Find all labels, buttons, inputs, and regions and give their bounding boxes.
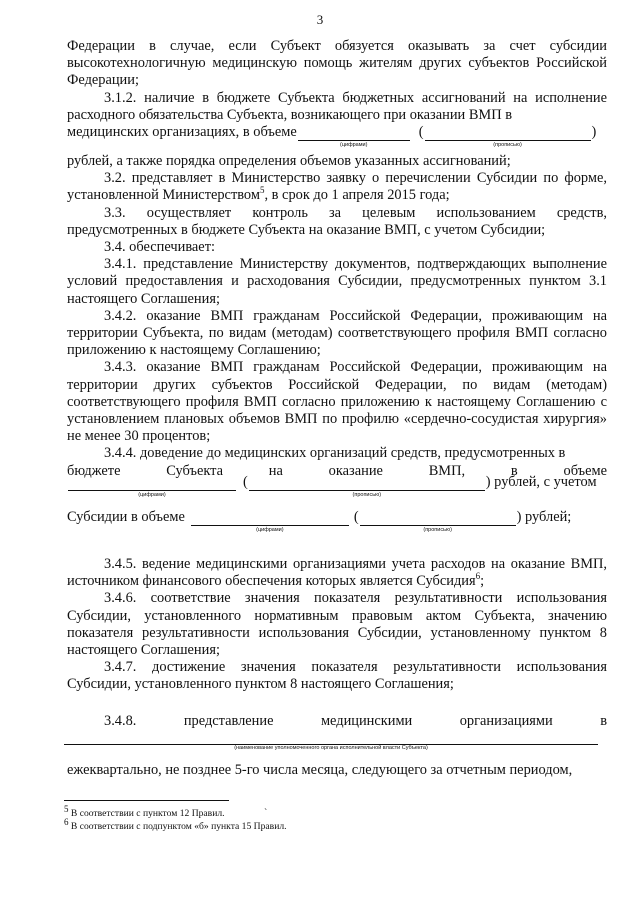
footnote-ref-5: 5 [259,185,265,196]
stray-mark: ` [264,808,268,819]
paragraph-3-4-7: 3.4.7. достижение значения показателя результативности использования Субсидии, установленного пунктом 8 настоящего Соглашения; [67,659,607,693]
paragraph-3-4-8-block [67,713,607,730]
footnote-5 [64,803,225,820]
body-block-last [67,762,607,779]
paragraph-3-4-2: 3.4.2. оказание ВМП гражданам Российской Федерации, проживающим на территории Субъекта, по видам (методам) соответствующего профиля ВМП согласно приложению к настоящему Соглашению; [67,307,607,359]
body-block-3 [67,556,607,694]
paragraph-3-4-4-budget: бюджете Субъекта на оказание ВМП, в объеме [67,462,607,479]
amount-label-3-1-2: медицинских организациях, в объеме [67,124,297,141]
caption-words-3: (прописью) [423,527,452,534]
paragraph-3-4-5-text: 3.4.5. ведение медицинскими организациями учета расходов на оказание ВМП, источником финансового обеспечения которых является Субсидия [67,556,607,590]
paragraph-rubles-3-1-2: рублей, а также порядка определения объемов указанных ассигнований; [67,153,511,169]
amount-line-3-4-4-a: (цифрами) ( (прописью) ) рублей, с учетом [67,474,607,491]
paragraph-3-1-2: 3.1.2. наличие в бюджете Субъекта бюджетных ассигнований на исполнение расходного обязательства Субъекта, возникающего при оказании ВМП в [67,89,607,123]
body-block-2 [67,153,607,480]
amount-rubles-with: ) рублей, с учетом [485,474,597,490]
caption-digits-3: (цифрами) [256,527,284,534]
subsidy-words-field [360,512,516,534]
amount-words-field [425,127,591,149]
caption-words: (прописью) [493,142,522,149]
caption-digits-2: (цифрами) [138,492,166,499]
amount-words-field-2 [249,477,485,499]
paragraph-3-4-6: 3.4.6. соответствие значения показателя результативности использования Субсидии, установленного нормативным правовым актом Субъекта, значению показателя результативности использования Субсидии, установленному пунктом 8 настоящего Соглашения; [67,590,607,659]
amount-line-3-1-2: медицинских организациях, в объеме (цифрами) ( (прописью) ) [67,124,597,149]
paragraph-3-4-8: 3.4.8. представление медицинскими организациями в [104,713,607,729]
paragraph-3-2-tail: , в срок до 1 апреля 2015 года; [264,187,450,204]
amount-digits-field-2 [68,477,236,499]
paragraph-federation: Федерации в случае, если Субъект обязуется оказывать за счет субсидии высокотехнологичную медицинскую помощь жителям других субъектов Российской Федерации; [67,38,607,89]
footnote-6-text: В соответствии с подпунктом «б» пункта 15 Правил. [68,821,287,832]
paragraph-quarterly: ежеквартально, не позднее 5-го числа месяца, следующего за отчетным периодом, [67,762,573,778]
amount-line-3-4-4-b: Субсидии в объеме (цифрами) ( (прописью) ) рублей; [67,509,572,534]
subsidy-amount-label: Субсидии в объеме [67,509,185,525]
paragraph-3-2 [67,170,607,204]
footnote-6 [64,816,287,833]
footnote-separator [64,800,229,801]
paragraph-3-4-1: 3.4.1. представление Министерству документов, подтверждающих выполнение условий предоставления и расходования Субсидии, предусмотренных пунктом 3.1 настоящего Соглашения; [67,256,607,307]
paragraph-3-4-5 [67,556,607,590]
subsidy-rubles: ) рублей; [516,509,572,525]
paragraph-3-4: 3.4. обеспечивает: [104,239,215,256]
page-number: 3 [316,12,324,27]
paragraph-3-4-4: 3.4.4. доведение до медицинских организаций средств, предусмотренных в [104,445,566,462]
caption-digits: (цифрами) [340,142,368,149]
footnote-5-number: 5 [64,803,69,814]
subsidy-digits-field [191,512,349,534]
footnote-6-number: 6 [64,816,69,827]
caption-words-2: (прописью) [352,492,382,499]
footnote-ref-6: 6 [475,571,481,582]
body-block-1 [67,38,607,149]
paragraph-3-4-3: 3.4.3. оказание ВМП гражданам Российской Федерации, проживающим на территории других субъектов Российской Федерации, по видам (методам) соответствующего профиля ВМП согласно приложению к настоящему Соглашению с установлением плановых объемов ВМП по профилю «сердечно-сосудистая хирургия» не менее 30 процентов; [67,359,607,445]
paragraph-3-3: 3.3. осуществляет контроль за целевым использованием средств, предусмотренных в бюджете Субъекта на оказание ВМП, с учетом Субсидии; [67,204,607,238]
footnote-5-text: В соответствии с пунктом 12 Правил. [68,808,225,819]
amount-digits-field [298,127,410,149]
paragraph-3-4-5-tail: ; [480,573,485,590]
paragraph-3-2-text: 3.2. представляет в Министерство заявку о перечислении Субсидии по форме, установленной Министерством [67,170,607,204]
caption-authority: (наименование уполномоченного органа исполнительной власти Субъекта) [234,745,428,751]
